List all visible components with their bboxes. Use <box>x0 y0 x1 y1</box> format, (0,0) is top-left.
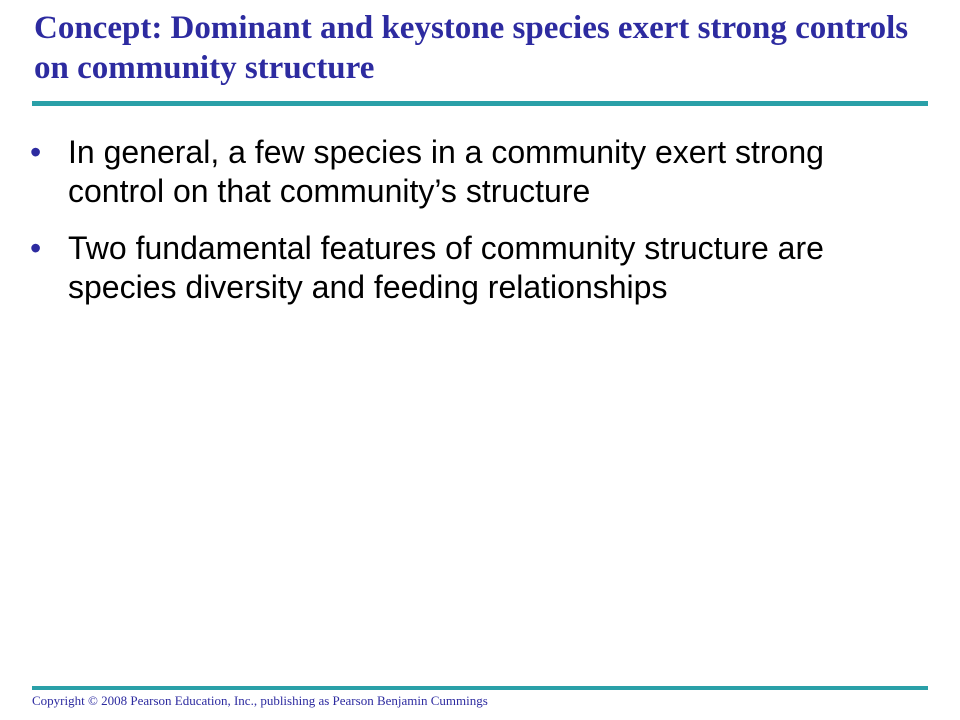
bullet-item <box>30 133 910 211</box>
bullet-text: Two fundamental features of community structure are species diversity and feeding relationships <box>68 230 824 305</box>
bullet-list <box>30 133 910 325</box>
copyright-footer: Copyright © 2008 Pearson Education, Inc., publishing as Pearson Benjamin Cummings <box>32 693 488 708</box>
bullet-text: In general, a few species in a community exert strong control on that community’s structure <box>68 134 824 209</box>
bullet-marker: • <box>30 134 42 170</box>
slide-title: Concept: Dominant and keystone species exert strong controls on community structure <box>34 10 909 86</box>
bullet-marker: • <box>30 230 42 266</box>
title-divider <box>32 101 928 106</box>
bullet-item <box>30 229 910 307</box>
footer-divider <box>32 686 928 690</box>
